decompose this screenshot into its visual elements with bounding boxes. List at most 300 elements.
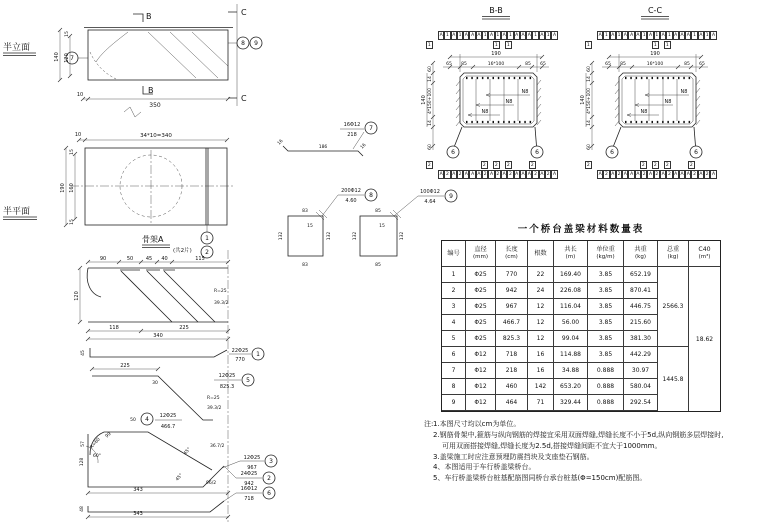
bar-spec-label: 12Φ25 — [159, 413, 177, 419]
section-bb-bottom-row — [438, 170, 558, 179]
table-cell-length: 218 — [496, 363, 528, 379]
bar-length-label: 825.3 — [219, 384, 235, 390]
section-box-cell: 2 — [483, 171, 487, 177]
dim-label: 85 — [525, 62, 531, 67]
section-box-cell: 2 — [496, 171, 500, 177]
bar-spec-label: 200Φ12 — [341, 188, 361, 194]
section-box-cell: A — [471, 33, 475, 38]
section-box-cell: 2 — [642, 171, 646, 177]
table-cell-diameter: Φ25 — [466, 283, 496, 299]
plan-view-label: 半平面 — [3, 207, 31, 217]
dim-label: 16 — [359, 142, 368, 151]
callout-number: 9 — [449, 193, 453, 201]
dim-label: 85 — [375, 263, 381, 268]
section-box-cell: 1 — [617, 33, 621, 38]
section-box-cell: A — [623, 171, 627, 177]
callout-number: 6 — [694, 149, 698, 157]
table-cell-weight: 446.75 — [624, 299, 658, 315]
dim-label: 4*150+100 — [587, 87, 592, 115]
dim-label: 140 — [54, 52, 60, 62]
section-box-cell: A — [477, 171, 481, 177]
table-cell-no: 6 — [442, 347, 466, 363]
section-box-cell: A — [515, 171, 519, 177]
dim-label: 132 — [279, 231, 284, 241]
dim-label: 350 — [149, 102, 161, 109]
note-item: 4、本图适用于车行桥盖梁桥台。 — [433, 463, 536, 472]
dim-label: 36.7/2 — [210, 444, 225, 449]
table-cell-no: 8 — [442, 379, 466, 395]
section-box-cell: 2 — [494, 163, 498, 168]
bar-spec-label: 12Φ25 — [243, 455, 261, 461]
section-box-cell: A — [630, 171, 634, 177]
section-box-cell: 1 — [642, 33, 646, 38]
section-box-cell: A — [489, 33, 494, 38]
section-box-cell: 2 — [617, 171, 621, 177]
dim-label: 65 — [699, 62, 705, 67]
notes-label: 注: — [424, 420, 434, 428]
section-box-cell: 2 — [530, 163, 534, 168]
section-bb-top-row — [438, 31, 558, 40]
dim-label: 15 — [70, 219, 75, 225]
table-cell-weight: 381.30 — [624, 331, 658, 347]
section-box-cell: 2 — [446, 171, 449, 177]
note-item: 5、车行桥盖梁桥台桩基配筋图同桥台承台桩基(Φ=150cm)配筋图。 — [433, 474, 647, 483]
dim-label: 14 — [587, 76, 592, 82]
section-box-cell: A — [636, 171, 640, 177]
table-cell-length: 466.7 — [496, 315, 528, 331]
table-cell-unit-weight: 0.888 — [588, 379, 624, 395]
section-box-cell: A — [515, 33, 519, 38]
section-box-cell: A — [527, 171, 531, 177]
section-cc-top-tabs — [585, 41, 705, 49]
table-cell-total-length: 226.08 — [554, 283, 588, 299]
section-box-cell: A — [611, 171, 615, 177]
dim-label: 45 — [145, 256, 153, 262]
bar-length-label: 942 — [244, 481, 254, 487]
note-item: 3.盖梁施工时应注意预埋防震挡块及支座垫石钢筋。 — [433, 452, 594, 461]
dim-label: 60 — [587, 144, 592, 150]
dim-label: 15 — [379, 224, 385, 229]
table-cell-unit-weight: 3.85 — [588, 267, 624, 283]
section-box-cell: 2 — [506, 163, 510, 168]
table-cell-diameter: Φ12 — [466, 363, 496, 379]
section-box-cell: A — [552, 171, 557, 177]
bar-length-label: 770 — [235, 357, 245, 363]
dim-label: 34*10=340 — [140, 133, 172, 139]
section-box-cell: A — [630, 33, 634, 38]
section-box-cell: A — [477, 33, 481, 38]
table-cell-count: 71 — [528, 395, 554, 411]
section-box-cell: 1 — [667, 33, 671, 38]
dim-label: 65 — [540, 62, 546, 67]
table-total-weight-column — [658, 241, 689, 411]
table-cell-no: 9 — [442, 395, 466, 411]
table-cell-no: 7 — [442, 363, 466, 379]
table-cell-weight: 30.97 — [624, 363, 658, 379]
dim-label: 85 — [620, 62, 626, 67]
dim-label: 60 — [428, 144, 433, 150]
section-cc-bottom-row — [597, 170, 717, 179]
section-marker-c-top: C — [241, 8, 247, 17]
table-cell-unit-weight: 0.888 — [588, 395, 624, 411]
table-cell-weight: 652.19 — [624, 267, 658, 283]
bar-length-label: 718 — [244, 496, 254, 502]
bar-spec-label: 22Φ25 — [231, 348, 249, 354]
callout-number: 3 — [269, 458, 273, 466]
callout-number: 6 — [267, 490, 271, 498]
dim-label: 85 — [461, 62, 467, 67]
table-cell-weight: 870.41 — [624, 283, 658, 299]
dim-label: 4*150+100 — [428, 87, 433, 115]
table-cell-diameter: Φ25 — [466, 315, 496, 331]
section-box-cell: 2 — [689, 163, 693, 168]
section-box-cell: A — [623, 33, 627, 38]
dim-label: 15 — [65, 31, 70, 37]
section-box-cell: A — [648, 171, 653, 177]
section-box-cell: A — [680, 171, 684, 177]
callout-number: 2 — [205, 249, 209, 257]
table-cell-count: 22 — [528, 267, 554, 283]
section-box-cell: A — [611, 33, 615, 38]
elevation-view-linework — [58, 4, 262, 117]
section-box-cell: 2 — [665, 163, 669, 168]
material-table-title: 一个桥台盖梁材料数量表 — [517, 224, 645, 235]
dim-label: 140 — [421, 95, 427, 105]
section-box-cell: 1 — [427, 42, 431, 48]
dim-label: 16*100 — [487, 62, 505, 67]
bar-length-label: 4.64 — [424, 199, 436, 205]
table-cell-no: 2 — [442, 283, 466, 299]
dim-label: 85 — [684, 62, 690, 67]
material-table — [441, 221, 721, 412]
bar-length-label: 466.7 — [160, 424, 176, 430]
section-box-cell: 1 — [653, 42, 657, 48]
table-cell-total-length: 34.88 — [554, 363, 588, 379]
dim-label: 16*100 — [646, 62, 664, 67]
table-cell-diameter: Φ25 — [466, 331, 496, 347]
table-cell-no: 1 — [442, 267, 466, 283]
callout-number: 9 — [254, 40, 258, 48]
table-cell-diameter: Φ25 — [466, 299, 496, 315]
dim-label: 48 — [80, 506, 85, 512]
dim-label: 190 — [60, 183, 66, 193]
table-cell-total-length: 169.40 — [554, 267, 588, 283]
table-cell-count: 24 — [528, 283, 554, 299]
section-box-cell: A — [648, 33, 653, 38]
table-header-cell: 根数 — [528, 241, 554, 267]
table-cell-length: 460 — [496, 379, 528, 395]
dim-label: 60° — [93, 454, 101, 459]
section-box-cell: A — [540, 171, 544, 177]
table-header-cell: 长度 (cm) — [496, 241, 528, 267]
rebar-label: N8 — [481, 109, 489, 115]
dim-label: 39.3/2 — [207, 406, 222, 411]
rebar-label: N8 — [680, 89, 688, 95]
section-box-cell: A — [636, 33, 640, 38]
section-box-cell: A — [452, 33, 456, 38]
dim-label: 57 — [81, 441, 86, 447]
table-cell-length: 718 — [496, 347, 528, 363]
table-cell-unit-weight: 3.85 — [588, 331, 624, 347]
bar-length-label: 967 — [247, 465, 257, 471]
table-header-cell: 总重 (kg) — [658, 241, 688, 267]
rebar-label: N8 — [505, 99, 513, 105]
dim-label: 45° — [183, 447, 193, 457]
callout-number: 6 — [610, 149, 614, 157]
dim-label: 343 — [133, 511, 143, 517]
table-cell-length: 770 — [496, 267, 528, 283]
table-cell-length: 825.3 — [496, 331, 528, 347]
section-box-cell: 1 — [665, 42, 669, 48]
dim-label: 45° — [175, 473, 185, 483]
table-concrete-column — [689, 241, 720, 411]
section-box-cell: A — [711, 171, 716, 177]
section-box-cell: A — [686, 33, 690, 38]
section-box-cell: 2 — [667, 171, 671, 177]
table-cell-total-length: 329.44 — [554, 395, 588, 411]
callout-number: 6 — [451, 149, 455, 157]
table-cell-diameter: Φ25 — [466, 267, 496, 283]
dim-label: 14 — [587, 120, 592, 126]
bar-spec-label: 24Φ25 — [240, 471, 258, 477]
section-cc-top-row — [597, 31, 717, 40]
bar-length-label: 4.60 — [345, 198, 357, 204]
dim-label: 99 — [104, 431, 113, 440]
section-box-cell: A — [527, 33, 531, 38]
section-box-cell: A — [439, 171, 443, 177]
rebar-label: N8 — [664, 99, 672, 105]
section-box-cell: 2 — [641, 163, 645, 168]
table-cell-unit-weight: 3.85 — [588, 347, 624, 363]
section-box-cell: A — [699, 33, 703, 38]
table-cell-count: 16 — [528, 347, 554, 363]
section-cc-bottom-tabs — [585, 161, 705, 169]
table-cell-weight: 580.04 — [624, 379, 658, 395]
section-bb-title: B-B — [489, 6, 503, 15]
skeleton-pieces-label: (共2片) — [173, 248, 192, 254]
section-box-cell: 1 — [483, 33, 487, 38]
dim-label: 15 — [307, 224, 313, 229]
section-box-cell: A — [552, 33, 557, 38]
section-cc-title: C-C — [647, 6, 663, 15]
table-cell-unit-weight: 3.85 — [588, 315, 624, 331]
section-box-cell: A — [464, 33, 468, 38]
dim-label: 45 — [81, 350, 86, 356]
section-box-cell: 2 — [655, 171, 659, 177]
table-cell-unit-weight: 3.85 — [588, 283, 624, 299]
section-box-cell: 2 — [705, 171, 709, 177]
bar-length-label: 218 — [347, 132, 357, 138]
section-box-cell: 1 — [655, 33, 659, 38]
callout-number: 7 — [70, 55, 74, 63]
dim-label: 225 — [120, 363, 130, 369]
section-box-cell: 1 — [586, 42, 590, 48]
dim-label: R=60 — [89, 437, 102, 451]
dim-label: 140 — [580, 95, 586, 105]
section-box-cell: 2 — [653, 163, 657, 168]
dim-label: 14 — [428, 120, 433, 126]
section-box-cell: 1 — [705, 33, 709, 38]
table-header-cell: 直径 (mm) — [466, 241, 496, 267]
table-header-cell: 单位重 (kg/m) — [588, 241, 624, 267]
callout-number: 4 — [145, 416, 149, 424]
notes-block — [424, 419, 724, 484]
section-box-cell: 1 — [693, 33, 697, 38]
callout-number: 2 — [267, 475, 271, 483]
section-box-cell: 1 — [458, 33, 462, 38]
section-box-cell: 2 — [508, 171, 512, 177]
section-box-cell: A — [711, 33, 716, 38]
section-box-cell: 1 — [494, 42, 498, 48]
dim-label: 10 — [74, 132, 82, 138]
dim-label: 40 — [161, 256, 168, 262]
dim-label: 118 — [109, 325, 119, 331]
dim-label: 115 — [195, 256, 205, 262]
dim-label: 120 — [74, 291, 80, 301]
table-cell-total-length: 99.04 — [554, 331, 588, 347]
dim-label: 186 — [318, 145, 328, 150]
table-cell-total-length: 116.04 — [554, 299, 588, 315]
section-box-cell: 1 — [446, 33, 449, 38]
section-box-cell: 1 — [508, 33, 512, 38]
callout-number: 5 — [246, 377, 250, 385]
callout-number: 6 — [535, 149, 539, 157]
dim-label: 190 — [650, 51, 660, 57]
dim-label: 132 — [353, 231, 358, 241]
dim-label: 160 — [69, 183, 75, 193]
dim-label: 39.3/2 — [214, 301, 229, 306]
table-cell-group-total: 2566.3 — [658, 267, 688, 347]
table-cell-no: 5 — [442, 331, 466, 347]
section-box-cell: A — [439, 33, 443, 38]
section-box-cell: A — [674, 171, 678, 177]
callout-number: 7 — [369, 125, 373, 133]
section-box-cell: A — [521, 33, 525, 38]
dim-label: 60 — [428, 66, 433, 72]
dim-label: 65 — [605, 62, 611, 67]
dim-label: 90 — [99, 256, 107, 262]
section-box-cell: A — [661, 171, 665, 177]
section-box-cell: A — [452, 171, 456, 177]
table-cell-length: 942 — [496, 283, 528, 299]
table-cell-total-length: 114.88 — [554, 347, 588, 363]
section-box-cell: A — [540, 33, 544, 38]
section-box-cell: 1 — [534, 33, 538, 38]
section-box-cell: A — [471, 171, 475, 177]
table-cell-length: 464 — [496, 395, 528, 411]
elevation-view-label: 半立面 — [3, 43, 31, 53]
dim-label: 50 — [130, 418, 136, 423]
table-cell-count: 12 — [528, 315, 554, 331]
table-cell-diameter: Φ12 — [466, 379, 496, 395]
material-table-grid — [441, 240, 721, 412]
table-header-cell: 共长 (m) — [554, 241, 588, 267]
section-bb-bottom-tabs — [426, 161, 546, 169]
dim-label: 190 — [491, 51, 501, 57]
table-header-cell: 编号 — [442, 241, 466, 267]
dim-label: 96/2 — [206, 481, 217, 486]
section-box-cell: 2 — [482, 163, 486, 168]
callout-number: 8 — [241, 40, 245, 48]
dim-label: 65 — [446, 62, 452, 67]
dim-label: 50 — [126, 256, 134, 262]
note-item: 2.钢筋骨架中,箍筋与纵向钢筋的焊接宜采用双面焊缝,焊缝长度不小于5d,纵向钢筋多层焊接时,可用双面搭接焊缝,焊缝长度为2.5d,搭接焊缝间距不宜大于1000mm。 — [433, 430, 724, 450]
table-cell-no: 3 — [442, 299, 466, 315]
section-box-cell: 2 — [605, 171, 608, 177]
table-header-cell: 共重 (kg) — [624, 241, 658, 267]
section-box-cell: A — [686, 171, 690, 177]
section-box-cell: 2 — [693, 171, 697, 177]
dim-label: R=25 — [214, 289, 227, 294]
table-cell-concrete-volume: 18.62 — [695, 335, 714, 343]
callout-number: 1 — [205, 235, 209, 243]
dim-label: 343 — [133, 487, 143, 493]
dim-label: 30 — [152, 381, 158, 386]
section-marker-c-bottom: C — [241, 94, 247, 103]
table-cell-count: 142 — [528, 379, 554, 395]
table-cell-unit-weight: 0.888 — [588, 363, 624, 379]
bar-spec-label: 12Φ25 — [218, 373, 236, 379]
table-cell-length: 967 — [496, 299, 528, 315]
section-box-cell: A — [502, 171, 506, 177]
section-box-cell: A — [598, 171, 602, 177]
dim-label: 120 — [64, 53, 70, 63]
section-box-cell: 1 — [605, 33, 608, 38]
dim-label: 340 — [153, 333, 163, 339]
dim-label: 16 — [276, 138, 285, 147]
rebar-label: N8 — [640, 109, 648, 115]
table-header-cell: C40 (m³) — [689, 241, 720, 267]
table-cell-unit-weight: 3.85 — [588, 299, 624, 315]
table-cell-weight: 292.54 — [624, 395, 658, 411]
section-box-cell: A — [661, 33, 665, 38]
section-box-cell: 1 — [506, 42, 510, 48]
rebar-label: N8 — [521, 89, 529, 95]
dim-label: 85 — [375, 209, 381, 214]
table-cell-count: 16 — [528, 363, 554, 379]
table-cell-group-total: 1445.8 — [662, 375, 684, 383]
dim-label: 83 — [302, 263, 308, 268]
dim-label: 60 — [587, 66, 592, 72]
table-cell-diameter: Φ12 — [466, 347, 496, 363]
bar-spec-label: 16Φ12 — [240, 486, 258, 492]
dim-label: 15 — [70, 149, 75, 155]
section-box-cell: A — [489, 171, 494, 177]
note-item: 1.本图尺寸均以cm为单位。 — [433, 420, 521, 428]
section-marker-b-top: B — [146, 12, 152, 21]
table-cell-total-length: 653.20 — [554, 379, 588, 395]
table-cell-no: 4 — [442, 315, 466, 331]
table-cell-weight: 442.29 — [624, 347, 658, 363]
dim-label: R=25 — [207, 396, 220, 401]
section-box-cell: 1 — [546, 33, 550, 38]
callout-number: 8 — [369, 192, 373, 200]
section-bb-top-tabs — [426, 41, 546, 49]
table-cell-count: 12 — [528, 299, 554, 315]
section-box-cell: 2 — [534, 171, 538, 177]
table-cell-weight: 215.60 — [624, 315, 658, 331]
table-cell-total-length: 56.00 — [554, 315, 588, 331]
section-box-cell: 1 — [496, 33, 500, 38]
section-box-cell: A — [464, 171, 468, 177]
dim-label: 132 — [327, 231, 332, 241]
dim-label: 132 — [400, 231, 405, 241]
section-box-cell: 2 — [546, 171, 550, 177]
section-box-cell: A — [521, 171, 525, 177]
callout-number: 1 — [256, 351, 260, 359]
skeleton-title: 骨架A — [142, 235, 164, 244]
dim-label: 128 — [80, 457, 85, 467]
